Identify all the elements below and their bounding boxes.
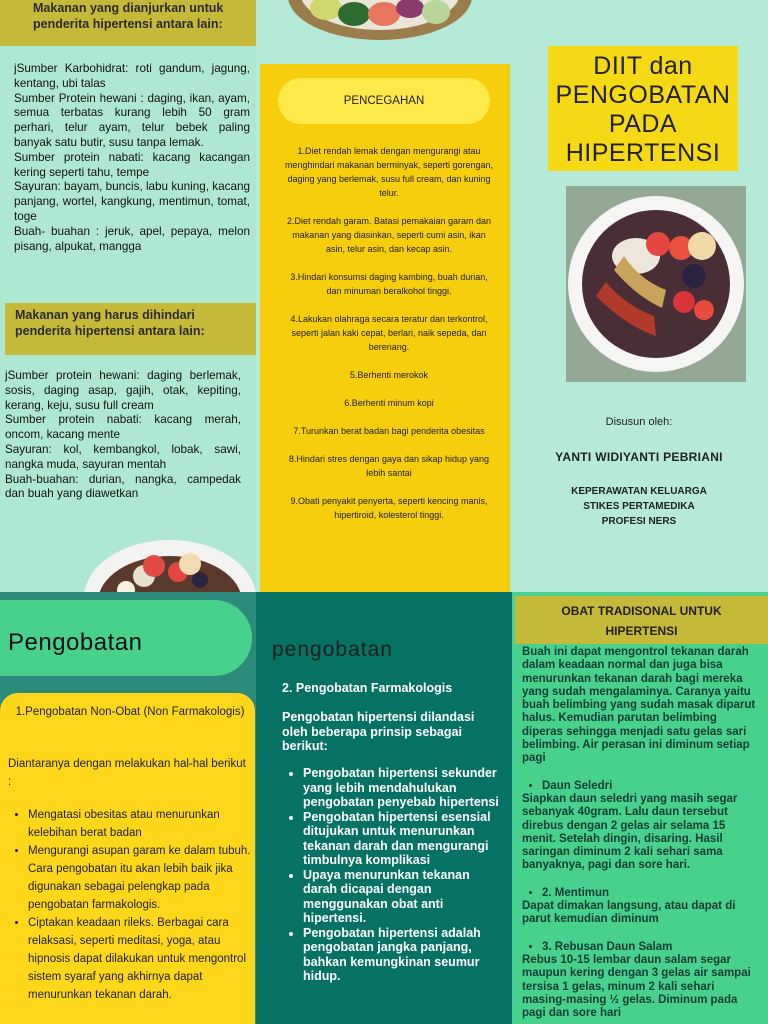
prevention-item: 3.Hindari konsumsi daging kambing, buah durian, dan minuman beralkohol tinggi. [290, 272, 488, 296]
prevention-item: 5.Berhenti merokok [349, 370, 429, 380]
affil-line: PROFESI NERS [601, 516, 677, 527]
avoid-line: Buah-buahan: durian, nangka, campedak dan buah yang diawetkan [5, 472, 241, 501]
affil-line: KEPERAWATAN KELUARGA [571, 486, 707, 497]
prevention-item: 4.Lakukan olahraga secara teratur dan terkontrol, seperti jalan kaki cepat, berlari, naik sepeda, dan berenang. [290, 314, 488, 352]
smoothie-bowl-image [566, 186, 746, 382]
prevention-item: 8.Hindari stres dengan gaya dan sikap hidup yang lebih santai [288, 454, 490, 478]
nonpharma-list [8, 806, 254, 1004]
title-line: DIIT dan [593, 52, 693, 80]
avoid-line: Sayuran: kol, kembangkol, lobak, sawi, nangka muda, sayuran mentah [5, 442, 241, 471]
traditional-intro: Buah ini dapat mengontrol tekanan darah dalam keadaan normal dan juga bisa menurunkan tekanan darah bagi mereka yang sudah mengalaminya. Caranya yaitu buah belimbing yang sudah masak diparut halus. Kemudian parutan belimbing diperas sehingga menjadi satu gelas sari belimbing. Air perasan ini diminum setiap pagi [522, 646, 756, 765]
traditional-header [515, 596, 768, 644]
fruit-bowl-image [82, 536, 256, 592]
avoid-line: jSumber protein hewani: daging berlemak, sosis, daging asap, gajih, otak, kepiting, kerang, keju, susu full cream [5, 369, 241, 412]
traditional-item-title: • 3. Rebusan Daun Salam [542, 941, 760, 954]
traditional-item-text: Siapkan daun seledri yang masih segar sebanyak 40gram. Lalu daun tersebut direbus dengan 2 gelas air selama 15 menit. Setelah dingin, disaring. Hasil saringan diminum 2 kali sehari sama banyaknya, pagi dan sore hari. [522, 792, 738, 872]
allowed-line: Buah- buahan : jeruk, apel, pepaya, melon pisang, alpukat, mangga [14, 224, 250, 253]
traditional-item-title: • 2. Mentimun [542, 887, 760, 900]
prevention-item: 9.Obati penyakit penyerta, seperti kencing manis, hipertiroid, kolesterol tinggi. [290, 496, 488, 520]
affil-line: STIKES PERTAMEDIKA [583, 501, 695, 512]
cover-title [530, 52, 756, 168]
pharma-bullet: • Pengobatan hipertensi sekunder yang lebih mendahulukan pengobatan penyebab hipertensi [303, 766, 507, 810]
allowed-line: Sumber protein nabati: kacang kacangan kering seperti tahu, tempe [14, 150, 250, 179]
nonpharma-bullet: • Mengurangi asupan garam ke dalam tubuh. Cara pengobatan itu akan lebih baik jika digunakan sebagai pelengkap pada pengobatan farmakologis. [28, 842, 254, 914]
pharma-subheading: 2. Pengobatan Farmakologis [282, 681, 453, 695]
prevention-item: 2.Diet rendah garam. Batasi pemakaian garam dan makanan yang diasinkan, seperti cumi asin, ikan asin, telur asin, dan kecap asin. [286, 216, 492, 254]
pharma-bullet: • Pengobatan hipertensi esensial ditujukan untuk menurunkan tekanan darah dan mengurangi timbulnya komplikasi [303, 810, 507, 868]
pharma-list [283, 766, 507, 984]
pharma-bullet: • Upaya menurunkan tekanan darah dicapai dengan menggunakan obat anti hipertensi. [303, 868, 507, 926]
traditional-item-text: Rebus 10-15 lembar daun salam segar maupun kering dengan 3 gelas air sampai tersisa 1 gelas, minum 2 kali sehari masing-masing ½ gelas. Diminum pada pagi dan sore hari [522, 953, 751, 1020]
pharma-intro: Pengobatan hipertensi dilandasi oleh beberapa prinsip sebagai berikut: [282, 710, 475, 753]
affiliation [520, 484, 758, 529]
traditional-header-text: OBAT TRADISONAL UNTUK HIPERTENSI [561, 604, 722, 638]
panel-diet [0, 0, 256, 592]
header-allowed-foods: Makanan yang dianjurkan untuk penderita hipertensi antara lain: [0, 0, 256, 46]
prevention-list [282, 144, 496, 522]
traditional-item-title: • Daun Seledri [542, 780, 760, 793]
pengobatan-title: Pengobatan [8, 629, 143, 656]
salad-bowl-image [286, 0, 474, 40]
author-name: YANTI WIDIYANTI PEBRIANI [555, 450, 723, 464]
prevention-item: 6.Berhenti minum kopi [344, 398, 434, 408]
pharma-bullet: • Pengobatan hipertensi adalah pengobatan jangka panjang, bahkan kemungkinan seumur hidup. [303, 926, 507, 984]
pharma-heading: pengobatan [272, 638, 393, 661]
prevention-item: 7.Turunkan berat badan bagi penderita obesitas [293, 426, 485, 436]
nonpharma-bullet: • Ciptakan keadaan rileks. Berbagai cara relaksasi, seperti meditasi, yoga, atau hipnosis dapat dilakukan untuk mengontrol sistem syaraf yang akhirnya dapat menurunkan tekanan darah. [28, 914, 254, 1004]
header-avoid-foods: Makanan yang harus dihindari penderita hipertensi antara lain: [5, 303, 256, 355]
prevention-pill: PENCEGAHAN [278, 78, 490, 124]
allowed-line: Sayuran: bayam, buncis, labu kuning, kacang panjang, wortel, kangkung, mentimun, tomat, toge [14, 180, 250, 223]
prevention-item: 1.Diet rendah lemak dengan mengurangi atau menghindari makanan berminyak, seperti gorengan, daging yang berlemak, susu full cream, dan kuning telur. [284, 146, 494, 198]
title-line: PADA [608, 110, 678, 138]
title-line: PENGOBATAN [555, 81, 731, 109]
allowed-line: Sumber Protein hewani : daging, ikan, ayam, semua terbatas kurang lebih 50 gram perhari, telur ayam, telur bebek paling banyak satu butir, susu tanpa lemak. [14, 91, 250, 149]
nonpharma-title: 1.Pengobatan Non-Obat (Non Farmakologis) [15, 706, 245, 718]
allowed-line: jSumber Karbohidrat: roti gandum, jagung, kentang, ubi talas [14, 62, 250, 90]
traditional-content [522, 646, 760, 1020]
nonpharma-bullet: • Mengatasi obesitas atau menurunkan kelebihan berat badan [28, 806, 254, 842]
allowed-foods-text [14, 62, 250, 254]
title-line: HIPERTENSI [565, 139, 721, 167]
avoid-foods-text [5, 369, 241, 502]
traditional-item-text: Dapat dimakan langsung, atau dapat di parut kemudian diminum [522, 900, 736, 926]
nonpharma-intro: Diantaranya dengan melakukan hal-hal berikut : [8, 758, 246, 788]
avoid-line: Sumber protein nabati: kacang merah, oncom, kacang mente [5, 413, 241, 442]
by-label: Disusun oleh: [605, 416, 673, 428]
